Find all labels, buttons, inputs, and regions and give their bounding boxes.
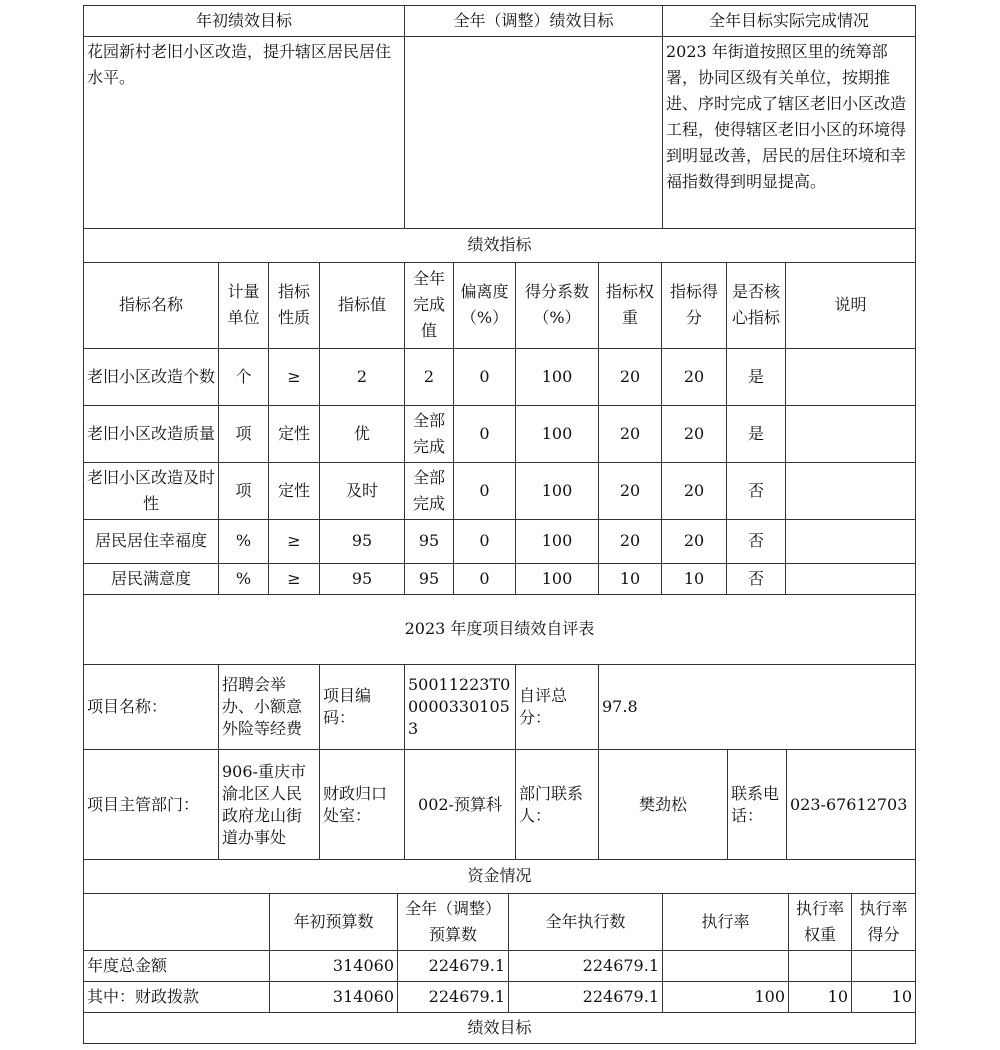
indicator-cell — [786, 462, 916, 519]
funds-row — [84, 981, 916, 1012]
indicator-header: 全年完成值 — [405, 262, 454, 348]
indicator-cell: 100 — [516, 563, 599, 594]
indicator-cell: 20 — [662, 462, 727, 519]
indicator-header: 得分系数（%） — [516, 262, 599, 348]
funds-header: 执行率得分 — [852, 893, 916, 950]
indicator-cell: 2 — [320, 348, 405, 405]
funds-header: 执行率权重 — [789, 893, 852, 950]
evaluation-sheet — [83, 5, 915, 1044]
indicator-cell: 全部完成 — [405, 462, 454, 519]
indicator-cell: 0 — [454, 519, 516, 563]
indicator-cell: 定性 — [269, 462, 320, 519]
indicator-cell: 20 — [662, 348, 727, 405]
indicator-cell: 项 — [219, 462, 269, 519]
contact-value: 樊劲松 — [599, 750, 728, 860]
funds-table — [83, 860, 916, 1044]
funds-cell: 314060 — [270, 981, 398, 1012]
funds-header: 年初预算数 — [270, 893, 398, 950]
indicator-header: 指标值 — [320, 262, 405, 348]
indicator-header: 指标名称 — [84, 262, 219, 348]
indicator-cell: 95 — [405, 519, 454, 563]
funds-cell: 314060 — [270, 950, 398, 981]
indicator-cell — [786, 563, 916, 594]
funds-cell: 100 — [663, 981, 789, 1012]
project-info-table — [83, 595, 916, 861]
indicator-cell: 2 — [405, 348, 454, 405]
phone-label: 联系电话： — [728, 750, 787, 860]
indicator-cell: 老旧小区改造质量 — [84, 405, 219, 462]
indicator-cell: 及时 — [320, 462, 405, 519]
indicator-cell: 0 — [454, 348, 516, 405]
funds-cell — [789, 950, 852, 981]
indicator-cell: 定性 — [269, 405, 320, 462]
finance-office-value: 002-预算科 — [405, 750, 516, 860]
indicator-cell: ≥ — [269, 563, 320, 594]
indicator-cell — [786, 348, 916, 405]
goals-table — [83, 5, 916, 229]
indicator-cell: 项 — [219, 405, 269, 462]
indicators-table — [83, 229, 916, 595]
indicators-section-title: 绩效指标 — [84, 229, 916, 262]
indicator-cell: 0 — [454, 563, 516, 594]
funds-row — [84, 950, 916, 981]
indicator-row — [84, 405, 916, 462]
funds-cell: 年度总金额 — [84, 950, 270, 981]
indicator-cell: 10 — [599, 563, 662, 594]
indicator-cell: 95 — [405, 563, 454, 594]
project-code-value: 50011223T000003301053 — [405, 665, 516, 750]
indicator-cell: 95 — [320, 563, 405, 594]
goals-initial-text: 花园新村老旧小区改造，提升辖区居民居住水平。 — [84, 37, 405, 229]
self-score-value: 97.8 — [599, 665, 916, 750]
indicator-header: 偏离度（%） — [454, 262, 516, 348]
dept-value: 906-重庆市渝北区人民政府龙山街道办事处 — [219, 750, 320, 860]
funds-section-title: 资金情况 — [84, 860, 916, 893]
goals-actual-text: 2023 年街道按照区里的统筹部署，协同区级有关单位，按期推进、序时完成了辖区老旧小区改造工程，使得辖区老旧小区的环境得到明显改善，居民的居住环境和幸福指数得到明显提高。 — [663, 37, 916, 229]
dept-label: 项目主管部门： — [84, 750, 219, 860]
indicator-cell: 否 — [727, 462, 786, 519]
indicator-header: 说明 — [786, 262, 916, 348]
goals-header-initial: 年初绩效目标 — [84, 6, 405, 37]
funds-cell: 224679.1 — [509, 981, 663, 1012]
funds-cell: 224679.1 — [398, 981, 509, 1012]
indicator-cell: 0 — [454, 462, 516, 519]
indicator-cell: 100 — [516, 348, 599, 405]
indicator-cell: 优 — [320, 405, 405, 462]
funds-header: 全年执行数 — [509, 893, 663, 950]
indicator-cell: 是 — [727, 348, 786, 405]
indicator-cell: 20 — [599, 462, 662, 519]
indicator-cell: 居民居住幸福度 — [84, 519, 219, 563]
indicator-cell: 老旧小区改造个数 — [84, 348, 219, 405]
funds-header: 执行率 — [663, 893, 789, 950]
indicator-cell: 20 — [662, 405, 727, 462]
funds-cell: 其中：财政拨款 — [84, 981, 270, 1012]
goals-header-adjusted: 全年（调整）绩效目标 — [405, 6, 663, 37]
indicator-cell: 0 — [454, 405, 516, 462]
contact-label: 部门联系人： — [516, 750, 599, 860]
goals-header-actual: 全年目标实际完成情况 — [663, 6, 916, 37]
performance-goals-title: 绩效目标 — [84, 1012, 916, 1043]
indicator-header: 是否核心指标 — [727, 262, 786, 348]
funds-cell: 10 — [852, 981, 916, 1012]
indicator-header: 计量单位 — [219, 262, 269, 348]
funds-cell — [852, 950, 916, 981]
indicator-cell: ≥ — [269, 519, 320, 563]
funds-header — [84, 893, 270, 950]
indicator-row — [84, 348, 916, 405]
indicator-cell: 100 — [516, 519, 599, 563]
goals-adjusted-text — [405, 37, 663, 229]
indicator-cell: 全部完成 — [405, 405, 454, 462]
indicator-header: 指标得分 — [662, 262, 727, 348]
indicator-cell: 100 — [516, 462, 599, 519]
indicator-cell: 否 — [727, 563, 786, 594]
indicator-cell — [786, 519, 916, 563]
indicator-cell — [786, 405, 916, 462]
indicator-cell: 20 — [599, 519, 662, 563]
funds-cell: 224679.1 — [509, 950, 663, 981]
indicator-cell: 是 — [727, 405, 786, 462]
indicator-cell: 20 — [662, 519, 727, 563]
indicator-cell: 个 — [219, 348, 269, 405]
project-name-value: 招聘会举办、小额意外险等经费 — [219, 665, 320, 750]
self-score-label: 自评总分： — [516, 665, 599, 750]
funds-cell — [663, 950, 789, 981]
indicator-cell: 居民满意度 — [84, 563, 219, 594]
funds-cell: 224679.1 — [398, 950, 509, 981]
indicator-cell: ≥ — [269, 348, 320, 405]
funds-header: 全年（调整）预算数 — [398, 893, 509, 950]
indicator-header: 指标性质 — [269, 262, 320, 348]
funds-cell: 10 — [789, 981, 852, 1012]
indicator-cell: 20 — [599, 405, 662, 462]
indicator-cell: 10 — [662, 563, 727, 594]
indicator-cell: 100 — [516, 405, 599, 462]
indicator-cell: 20 — [599, 348, 662, 405]
phone-value: 023-67612703 — [787, 750, 916, 860]
project-name-label: 项目名称： — [84, 665, 219, 750]
indicator-cell: % — [219, 519, 269, 563]
form-title: 2023 年度项目绩效自评表 — [84, 595, 916, 665]
indicator-row — [84, 519, 916, 563]
project-code-label: 项目编码： — [320, 665, 405, 750]
indicator-cell: 老旧小区改造及时性 — [84, 462, 219, 519]
indicator-cell: 95 — [320, 519, 405, 563]
indicator-row — [84, 462, 916, 519]
indicator-cell: % — [219, 563, 269, 594]
indicator-cell: 否 — [727, 519, 786, 563]
indicator-header: 指标权重 — [599, 262, 662, 348]
indicator-row — [84, 563, 916, 594]
finance-office-label: 财政归口处室： — [320, 750, 405, 860]
